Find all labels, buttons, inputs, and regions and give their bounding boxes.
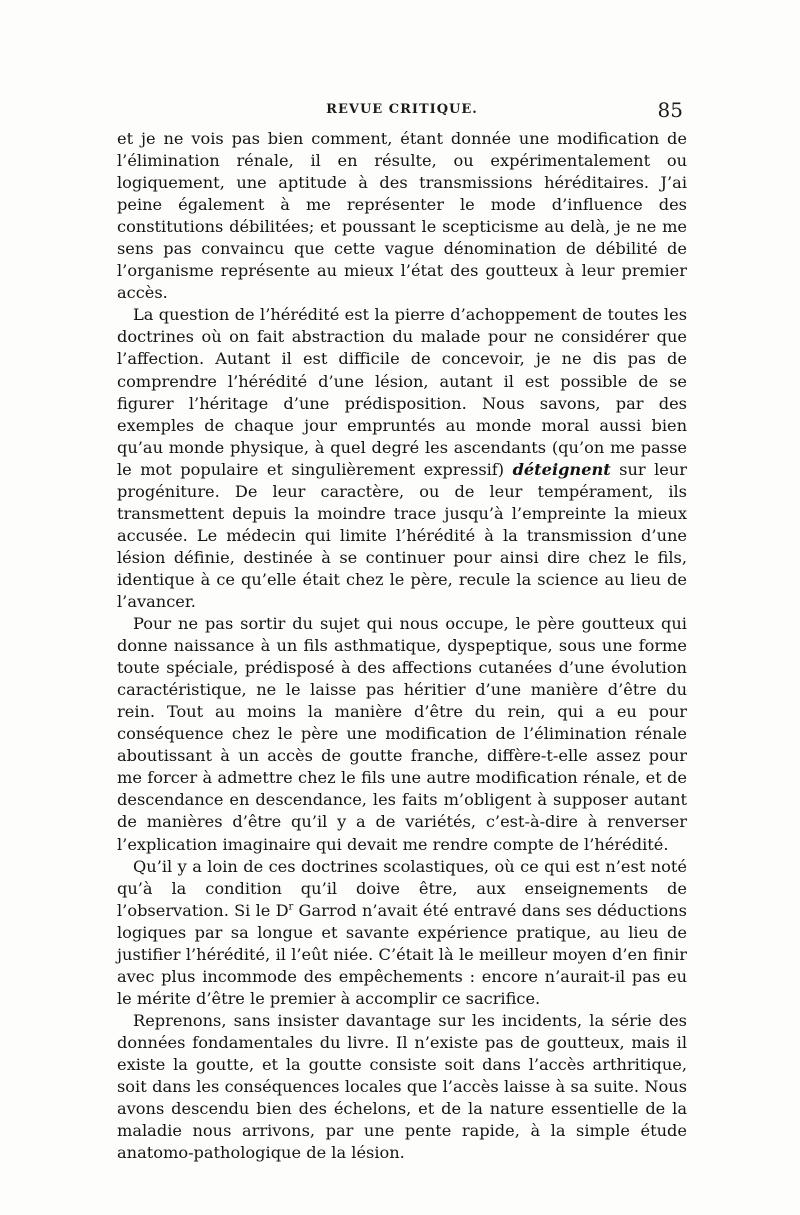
running-title: REVUE CRITIQUE.	[326, 102, 478, 117]
superscript: r	[288, 901, 294, 913]
paragraph-5	[117, 1010, 687, 1164]
paragraph-3	[117, 613, 687, 856]
paragraph-1	[117, 128, 687, 304]
paragraph-text: sur leur progéniture. De leur caractère, ou de leur tempérament, ils transmettent depuis la moindre trace jusqu’à l’empreinte la mieux accusée. Le médecin qui limite l’hérédité à la transmission d’une lésion définie, destinée à se continuer pour ainsi dire chez le fils, identique à ce qu’elle était chez le père, recule la science au lieu de l’avancer.	[117, 459, 688, 611]
paragraph-text: Garrod n’avait été entravé dans ses déductions logiques par sa longue et savante expérience pratique, au lieu de justifier l’hérédité, il l’eût niée. C’était là le meilleur moyen d’en finir avec plus incommode des empêchements : encore n’aurait-il pas eu le mérite d’être le premier à accomplir ce sacrifice.	[117, 900, 687, 1008]
running-head	[117, 98, 687, 126]
paragraph-text: Pour ne pas sortir du sujet qui nous occupe, le père goutteux qui donne naissance à un fils asthmatique, dyspeptique, sous une forme toute spéciale, prédisposé à des affections cutanées d’une évolution caractéristique, ne le laisse pas héritier d’une manière d’être du rein. Tout au moins la manière d’être du rein, qui a eu pour conséquence chez le père une modification de l’élimination rénale aboutissant à un accès de goutte franche, diffère-t-elle assez pour me forcer à admettre chez le fils une autre modification rénale, et de descendance en descendance, les faits m’obligent à supposer autant de manières d’être qu’il y a de variétés, c’est-à-dire à renverser l’explication imaginaire qui devait me rendre compte de l’hérédité.	[117, 614, 687, 854]
paragraph-text: La question de l’hérédité est la pierre d’achoppement de toutes les doctrines où on fait abstraction du malade pour ne considérer que l’affection. Autant il est difficile de concevoir, je ne dis pas de comprendre l’hérédité d’une lésion, autant il est possible de se figurer l’héritage d’une prédisposition. Nous savons, par des exemples de chaque jour empruntés au monde moral aussi bien qu’au monde physique, à quel degré les ascendants (qu’on me passe le mot populaire et singulièrement expressif)	[117, 305, 687, 479]
paragraph-text: et je ne vois pas bien comment, étant donnée une modification de l’élimination rénale, il en résulte, ou expérimentalement ou logiquement, une aptitude à des transmissions héréditaires. J’ai peine également à me représenter le mode d’influence des constitutions débilitées; et poussant le scepticisme au delà, je ne me sens pas convaincu que cette vague dénomination de débilité de l’organisme représente au mieux l’état des goutteux à leur premier accès.	[117, 129, 687, 303]
paragraph-4	[117, 856, 687, 1010]
paragraph-text: Reprenons, sans insister davantage sur les incidents, la série des données fondamentales du livre. Il n’existe pas de goutteux, mais il existe la goutte, et la goutte consiste soit dans l’accès arthritique, soit dans les conséquences locales que l’accès laisse à sa suite. Nous avons descendu bien des échelons, et de la nature essentielle de la maladie nous arrivons, par une pente rapide, à la simple étude anatomo-pathologique de la lésion.	[117, 1010, 687, 1163]
paragraph-2	[117, 304, 687, 613]
page-number: 85	[657, 98, 683, 122]
body-text	[117, 128, 687, 1164]
emphasized-word: déteignent	[512, 459, 611, 479]
paragraph-text: Qu’il y a loin de ces doctrines scolastiques, où ce qui est n’est noté qu’à la condition qu’il doive être, aux enseignements de l’observation. Si le D	[117, 856, 687, 920]
